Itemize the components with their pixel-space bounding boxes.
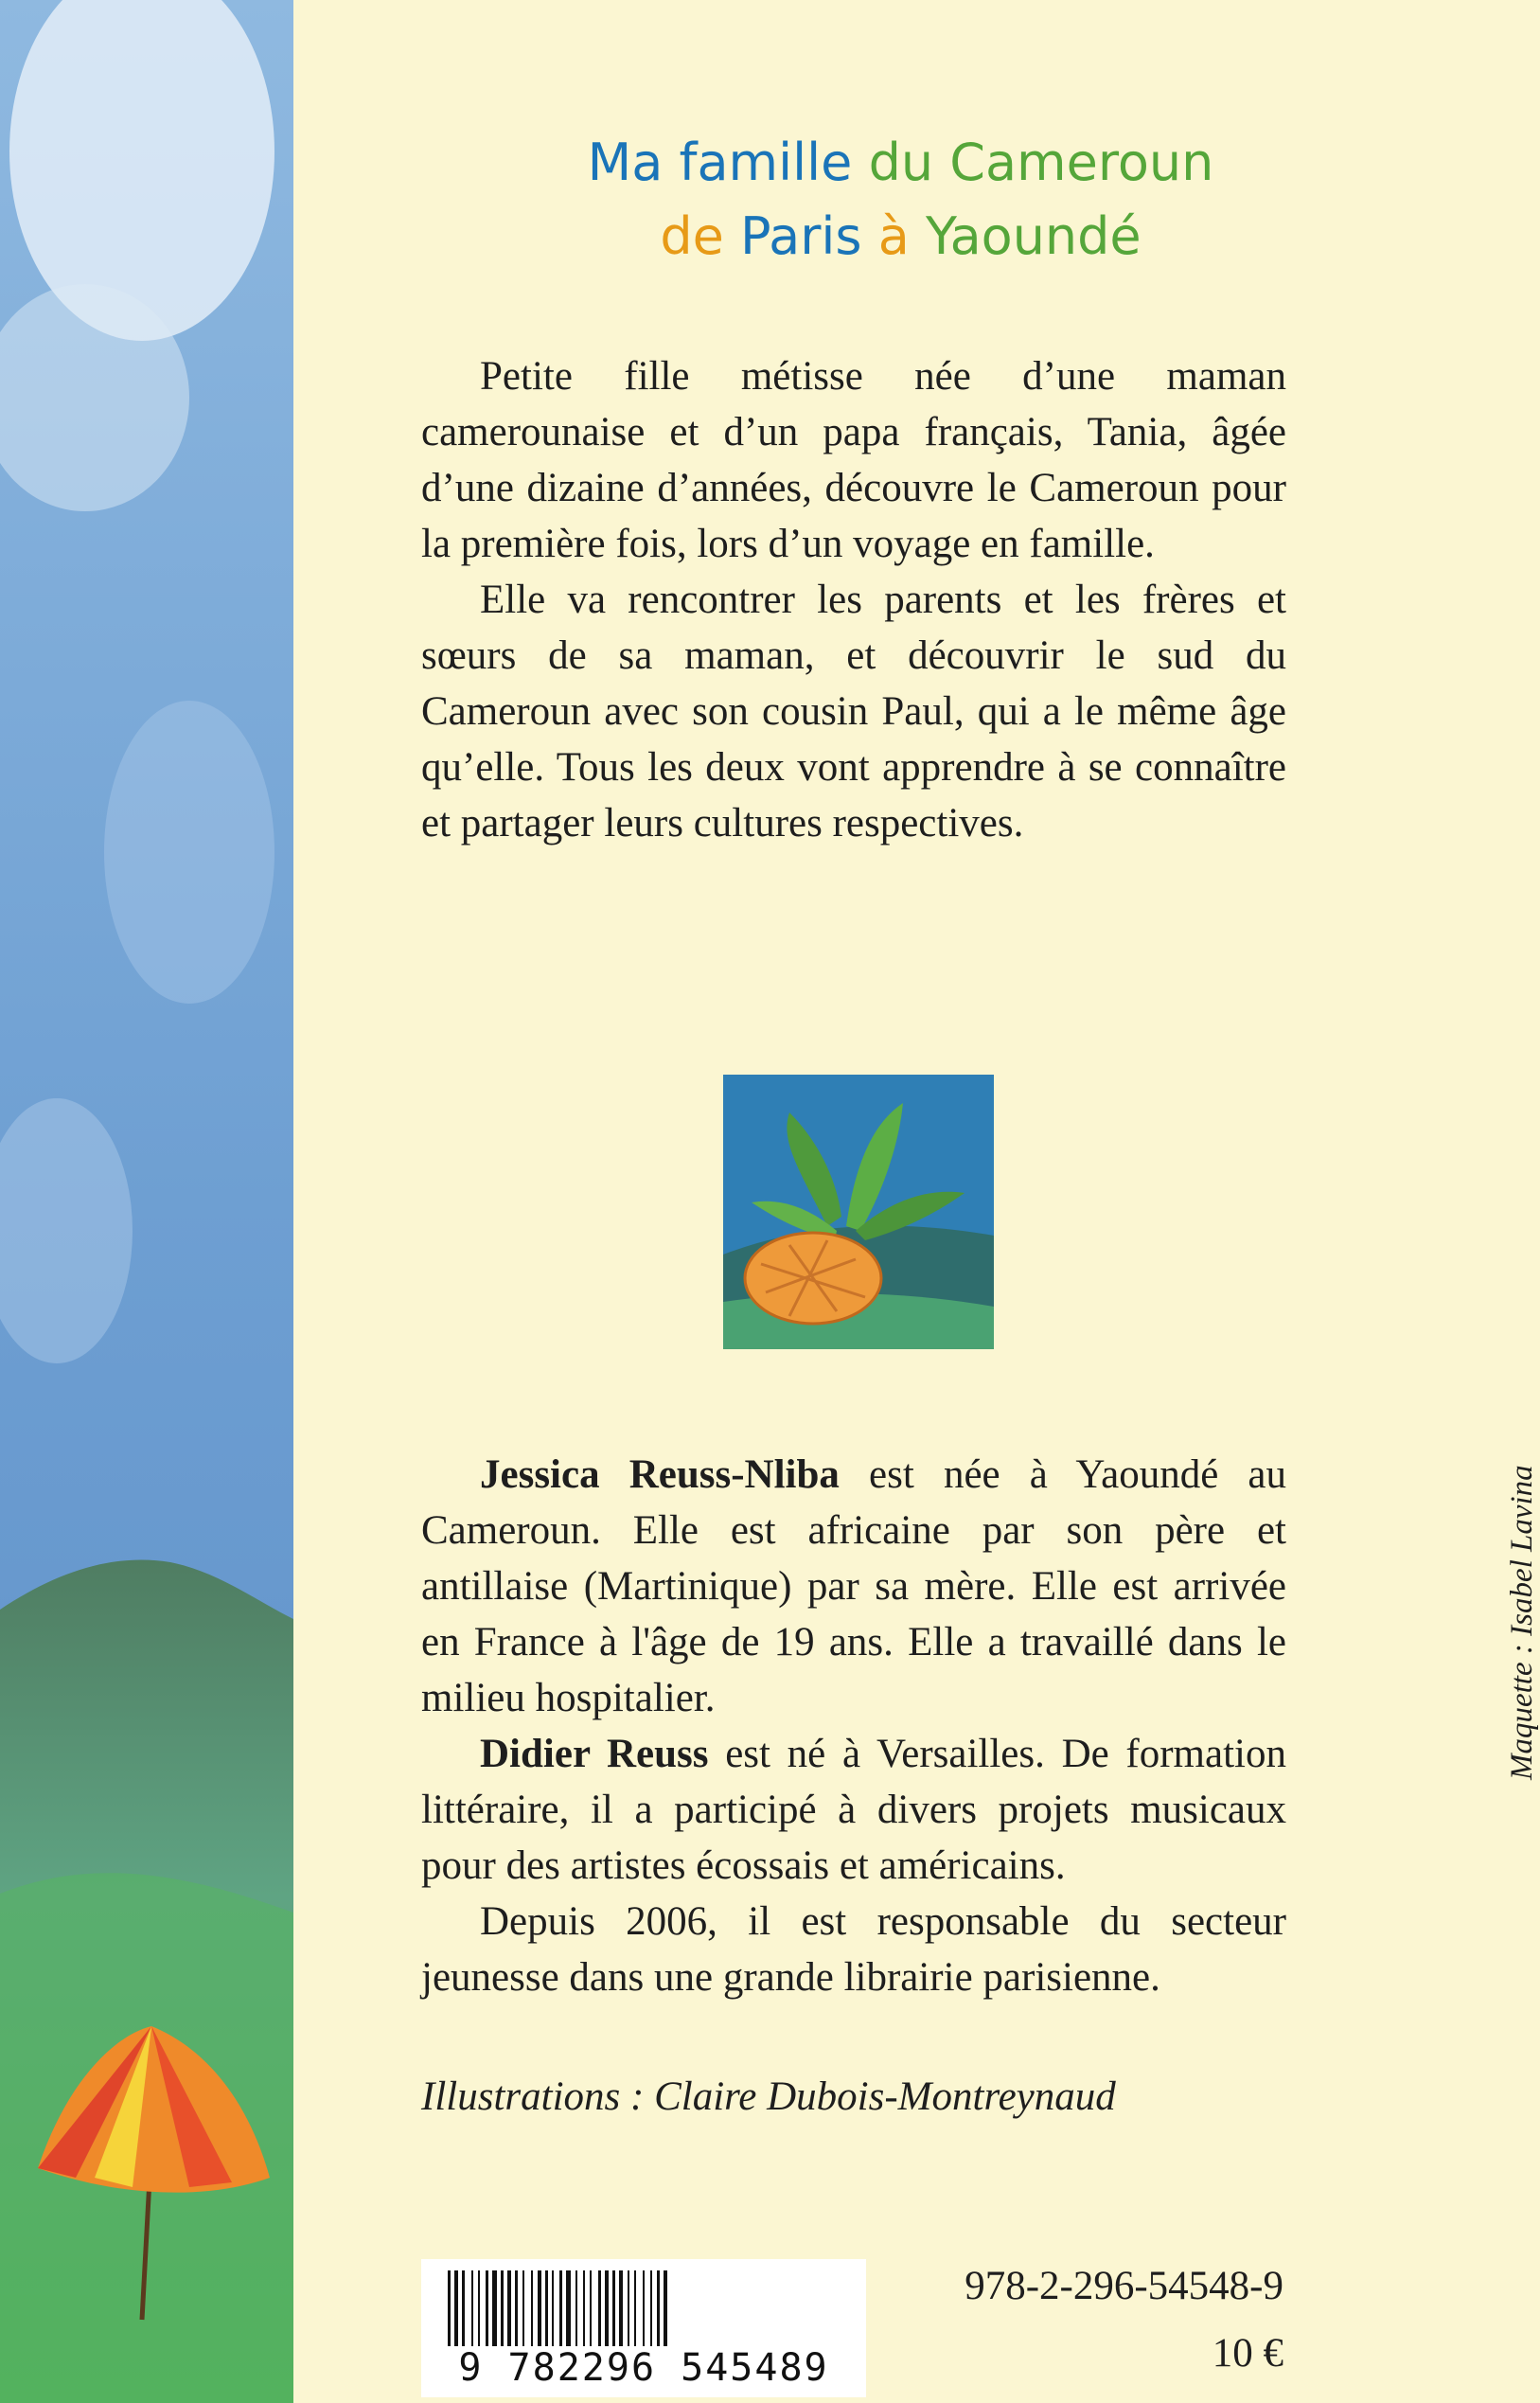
sea-hill-illustration xyxy=(0,0,293,2403)
barcode-bar xyxy=(448,2270,451,2346)
barcode-bar xyxy=(471,2270,473,2346)
title-word-du-cameroun: du Cameroun xyxy=(868,133,1214,192)
barcode-bar xyxy=(664,2270,667,2346)
barcode-bar xyxy=(545,2270,548,2346)
isbn-number: 978-2-296-54548-9 xyxy=(965,2264,1283,2308)
book-title-line-2 xyxy=(293,203,1508,271)
author-1-bio: est née à Yaoundé au Cameroun. Elle est africaine par son père et antillaise (Martinique) par sa mère. Elle est arrivée en France à l'âge de 19 ans. Elle a travaillé dans le milieu hospitalier. xyxy=(421,1452,1286,1720)
barcode-bar xyxy=(454,2270,458,2346)
barcode-bar xyxy=(605,2270,609,2346)
barcode-bar xyxy=(590,2270,592,2346)
title-word-yaounde: Yaoundé xyxy=(926,206,1142,266)
synopsis-paragraph-1: Petite fille métisse née d’une maman camerounaise et d’un papa français, Tania, âgée d’une dizaine d’années, découvre le Cameroun pour la première fois, lors d’un voyage en famille. xyxy=(421,354,1286,566)
barcode-bar xyxy=(538,2270,541,2346)
barcode-bar xyxy=(657,2270,660,2346)
synopsis-paragraph-2: Elle va rencontrer les parents et les frères et sœurs de sa maman, et découvrir le sud du Cameroun avec son cousin Paul, qui a le même âge qu’elle. Tous les deux vont apprendre à se connaître et partager leurs cultures respectives. xyxy=(421,578,1286,846)
author-2-paragraph xyxy=(421,1726,1286,1894)
isbn-barcode xyxy=(421,2259,866,2397)
author-2-career: Depuis 2006, il est responsable du secteur jeunesse dans une grande librairie parisienne. xyxy=(421,1899,1286,2000)
author-2-bio: est né à Versailles. De formation littéraire, il a participé à divers projets musicaux pour des artistes écossais et américains. xyxy=(421,1732,1286,1888)
title-word-paris: Paris xyxy=(740,206,862,266)
author-2-name: Didier Reuss xyxy=(480,1732,709,1776)
barcode-bar xyxy=(559,2270,562,2346)
title-word-ma-famille: Ma famille xyxy=(587,133,853,192)
barcode-bar xyxy=(619,2270,623,2346)
title-word-a: à xyxy=(877,206,910,266)
barcode-bar xyxy=(583,2270,585,2346)
barcode-bar xyxy=(531,2270,533,2346)
barcode-bar xyxy=(486,2270,488,2346)
cover-illustration-strip xyxy=(0,0,293,2403)
barcode-bar xyxy=(643,2270,645,2346)
barcode-bar xyxy=(575,2270,577,2346)
barcode-bar xyxy=(650,2270,652,2346)
barcode-bar xyxy=(462,2270,465,2346)
barcode-bar xyxy=(522,2270,524,2346)
author-1-name: Jessica Reuss-Nliba xyxy=(480,1452,840,1497)
barcode-bar xyxy=(515,2270,518,2346)
synopsis xyxy=(421,348,1286,851)
author-1-paragraph xyxy=(421,1447,1286,1726)
price: 10 € xyxy=(1212,2331,1283,2376)
barcode-bar xyxy=(598,2270,601,2346)
illustrations-credit: Illustrations : Claire Dubois-Montreynaud xyxy=(421,2074,1116,2119)
barcode-bar xyxy=(492,2270,497,2346)
barcode-bar xyxy=(634,2270,636,2346)
barcode-bar xyxy=(612,2270,615,2346)
barcode-bar xyxy=(552,2270,554,2346)
barcode-digits: 9 782296 545489 xyxy=(458,2346,829,2390)
book-title-line-1 xyxy=(293,129,1508,197)
pineapple-illustration xyxy=(723,1075,994,1349)
barcode-bar xyxy=(478,2270,480,2346)
barcode-bar xyxy=(566,2270,571,2346)
barcode-bar xyxy=(501,2270,504,2346)
authors-bio xyxy=(421,1447,1286,2005)
barcode-bar xyxy=(628,2270,629,2346)
layout-credit: Maquette : Isabel Lavina xyxy=(1505,1465,1539,1780)
barcode-bar xyxy=(507,2270,511,2346)
title-word-de: de xyxy=(660,206,724,266)
